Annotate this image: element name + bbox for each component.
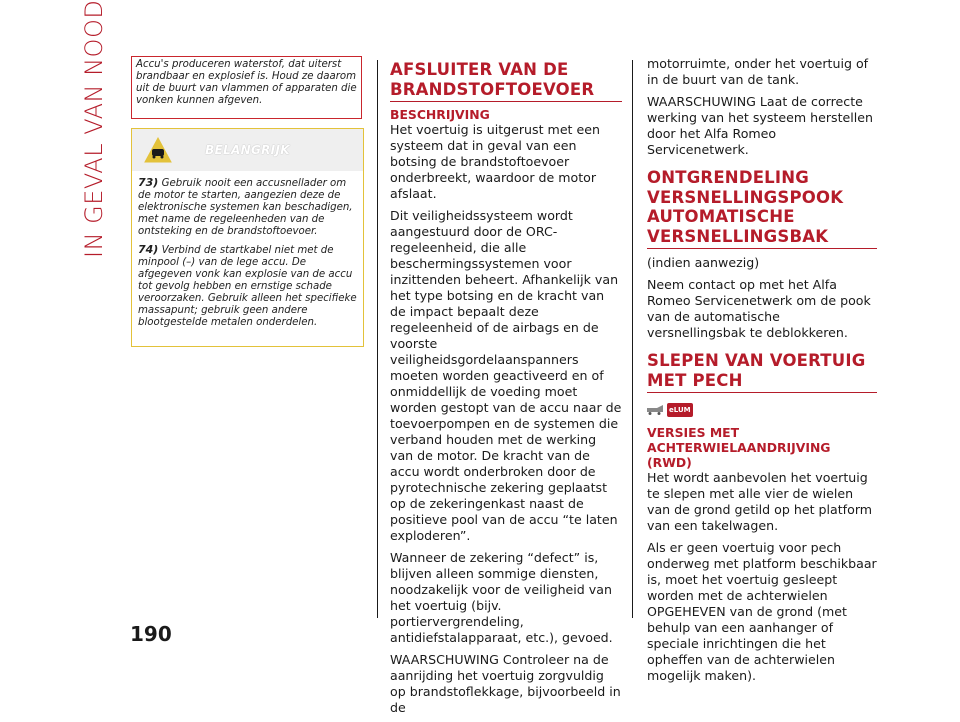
description-subheading: BESCHRIJVING bbox=[390, 107, 490, 122]
paragraph: WAARSCHUWING Laat de correcte werking van het systeem herstellen door het Alfa Romeo Servicenetwerk. bbox=[647, 94, 873, 157]
fuel-cutoff-heading: AFSLUITER VAN DE BRANDSTOFTOEVOER bbox=[390, 60, 622, 102]
paragraph: Dit veiligheidssysteem wordt aangestuurd door de ORC-regeleenheid, die alle beschermingssystemen voor inzittenden beheert. Afhankelijk van het type botsing en de kracht van de impact bepaalt deze regeleenheid of de airbags en de voorste veiligheidsgordelaanspanners moeten worden geactiveerd en of onmiddellijk de voeding moet worden gestopt van de accu naar de toevoerpompen en de systemen die verband houden met de werking van de motor. De kracht van de accu wordt onderbroken door de pyrotechnische zekering geplaatst op de zekeringenkast naast de positieve pool van de accu “te laten exploderen”. bbox=[390, 208, 622, 543]
note-text: Verbind de startkabel niet met de minpool (–) van de lege accu. De afgegeven vonk kan explosie van de accu tot gevolg hebben en ernstige schade veroorzaken. Gebruik alleen het specifieke massapunt; gebruik geen andere blootgestelde metalen onderdelen. bbox=[138, 245, 357, 328]
paragraph: Wanneer de zekering “defect” is, blijven alleen sommige diensten, noodzakelijk voor de veiligheid van het voertuig (bijv. portiervergrendeling, antidiefstalapparaat, etc.), gevoed. bbox=[390, 550, 613, 645]
column-divider bbox=[632, 60, 633, 618]
gear-unlock-heading: ONTGRENDELING VERSNELLINGSPOOK AUTOMATISCHE VERSNELLINGSBAK bbox=[647, 168, 877, 249]
paragraph: motorruimte, onder het voertuig of in de buurt van de tank. bbox=[647, 56, 869, 87]
note-number: 74) bbox=[138, 243, 159, 256]
paragraph: Als er geen voertuig voor pech onderweg met platform beschikbaar is, moet het voertuig gesleept worden met de achterwielen OPGEHEVEN van de grond (met behulp van een aanhanger of speciale inrichtingen die het opheffen van de achterwielen mogelijk maken). bbox=[647, 540, 877, 683]
paragraph: Het wordt aanbevolen het voertuig te slepen met alle vier de wielen van de grond getild op het platform van een takelwagen. bbox=[647, 470, 873, 533]
paragraph: Het voertuig is uitgerust met een systeem dat in geval van een botsing de brandstoftoevoer onderbreekt, waardoor de motor afslaat. bbox=[390, 122, 600, 201]
tow-truck-icon bbox=[647, 405, 663, 415]
elum-badge: eLUM bbox=[667, 403, 693, 417]
page-number: 190 bbox=[130, 622, 172, 646]
column-divider bbox=[377, 60, 378, 618]
important-header bbox=[132, 129, 363, 171]
middle-column bbox=[390, 60, 622, 722]
warning-box bbox=[131, 56, 362, 119]
warning-text: Accu's produceren waterstof, dat uiterst brandbaar en explosief is. Houd ze daarom uit de buurt van vlammen of apparaten die vonken kunnen afgeven. bbox=[136, 59, 357, 106]
important-title: BELANGRIJK bbox=[205, 143, 290, 157]
important-box bbox=[131, 128, 364, 347]
right-column bbox=[647, 56, 877, 690]
note-item bbox=[132, 244, 363, 329]
rwd-subheading: VERSIES MET ACHTERWIELAANDRIJVING (RWD) bbox=[647, 425, 831, 470]
paragraph: WAARSCHUWING Controleer na de aanrijding het voertuig zorgvuldig op brandstoflekkage, bijvoorbeeld in de bbox=[390, 652, 621, 715]
icon-row bbox=[647, 401, 877, 419]
note-item bbox=[132, 177, 363, 238]
paragraph: (indien aanwezig) bbox=[647, 255, 760, 270]
note-number: 73) bbox=[138, 176, 159, 189]
section-side-title: IN GEVAL VAN NOOD bbox=[80, 0, 108, 258]
paragraph: Neem contact op met het Alfa Romeo Servicenetwerk om de pook van de automatische versnellingsbak te deblokkeren. bbox=[647, 277, 871, 340]
towing-heading: SLEPEN VAN VOERTUIG MET PECH bbox=[647, 351, 877, 393]
note-text: Gebruik nooit een accusnellader om de motor te starten, aangezien deze de elektronische systemen kan beschadigen, met name de regeleenheden van de ontsteking en de brandstoftoevoer. bbox=[138, 178, 353, 237]
